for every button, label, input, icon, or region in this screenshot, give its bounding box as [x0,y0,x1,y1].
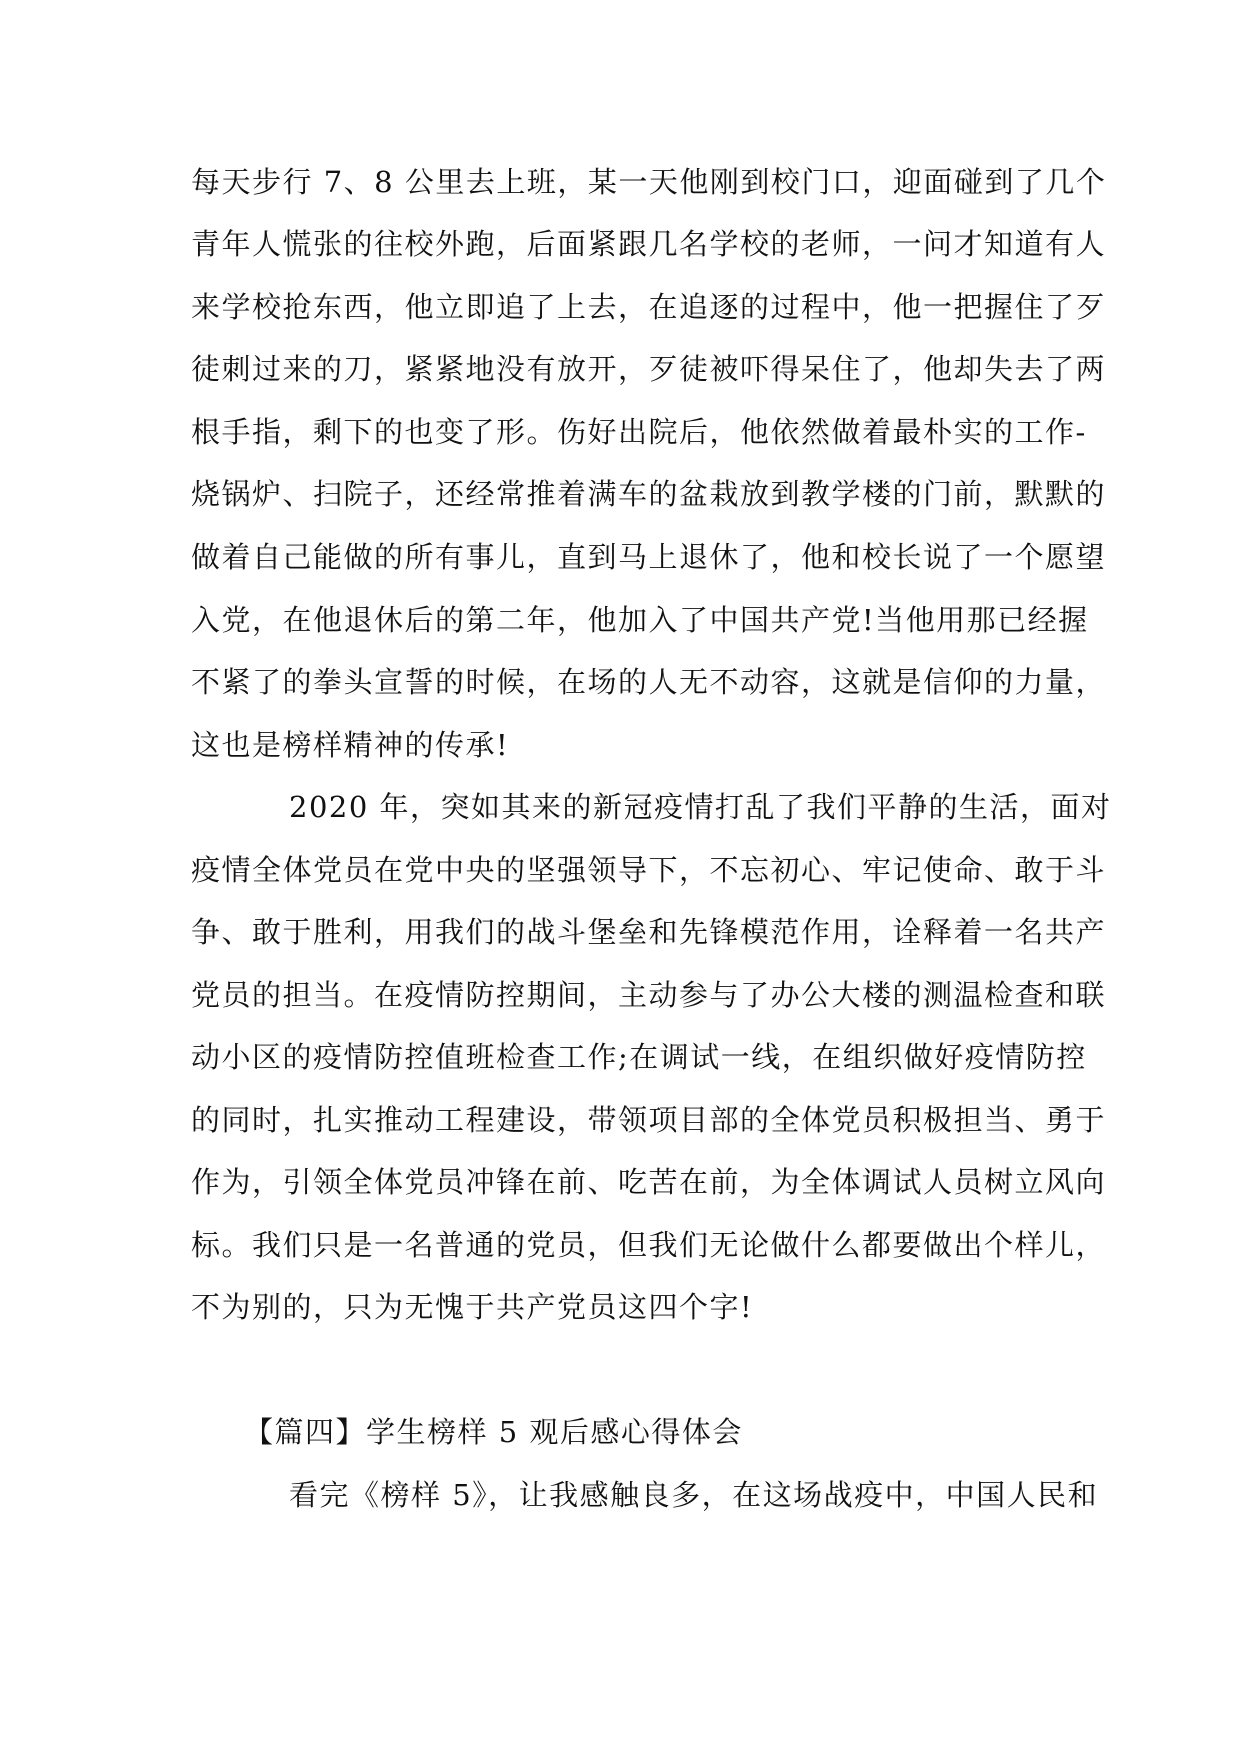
section-heading: 【篇四】学生榜样 5 观后感心得体会 [244,1415,743,1449]
paragraph-1-line-1: 每天步行 7、8 公里去上班，某一天他刚到校门口，迎面碰到了几个 [191,165,1107,199]
paragraph-1-line-8: 入党，在他退休后的第二年，他加入了中国共产党!当他用那已经握 [191,603,1089,637]
paragraph-1-line-6: 烧锅炉、扫院子，还经常推着满车的盆栽放到教学楼的门前，默默的 [191,477,1107,511]
paragraph-2-line-6: 的同时，扎实推动工程建设，带领项目部的全体党员积极担当、勇于 [191,1103,1107,1137]
paragraph-2-line-3: 争、敢于胜利，用我们的战斗堡垒和先锋模范作用，诠释着一名共产 [191,915,1107,949]
paragraph-2-line-8: 标。我们只是一名普通的党员，但我们无论做什么都要做出个样儿， [191,1228,1107,1262]
paragraph-2-line-1: 2020 年，突如其来的新冠疫情打乱了我们平静的生活，面对 [289,790,1112,824]
paragraph-3-line-1: 看完《榜样 5》，让我感触良多，在这场战疫中，中国人民和 [289,1478,1099,1512]
paragraph-1-line-7: 做着自己能做的所有事儿，直到马上退休了，他和校长说了一个愿望 [191,540,1107,574]
paragraph-1-line-10: 这也是榜样精神的传承! [191,728,510,762]
paragraph-1-line-4: 徒刺过来的刀，紧紧地没有放开，歹徒被吓得呆住了，他却失去了两 [191,352,1107,386]
paragraph-2-line-7: 作为，引领全体党员冲锋在前、吃苦在前，为全体调试人员树立风向 [191,1165,1107,1199]
paragraph-2-line-9: 不为别的，只为无愧于共产党员这四个字! [191,1290,754,1324]
paragraph-2-line-4: 党员的担当。在疫情防控期间，主动参与了办公大楼的测温检查和联 [191,978,1107,1012]
paragraph-1-line-5: 根手指，剩下的也变了形。伤好出院后，他依然做着最朴实的工作- [191,415,1087,449]
paragraph-1-line-9: 不紧了的拳头宣誓的时候，在场的人无不动容，这就是信仰的力量， [191,665,1107,699]
paragraph-2-line-2: 疫情全体党员在党中央的坚强领导下，不忘初心、牢记使命、敢于斗 [191,853,1107,887]
paragraph-1-line-2: 青年人慌张的往校外跑，后面紧跟几名学校的老师，一问才知道有人 [191,227,1107,261]
paragraph-2-line-5: 动小区的疫情防控值班检查工作;在调试一线，在组织做好疫情防控 [191,1040,1087,1074]
paragraph-1-line-3: 来学校抢东西，他立即追了上去，在追逐的过程中，他一把握住了歹 [191,290,1107,324]
